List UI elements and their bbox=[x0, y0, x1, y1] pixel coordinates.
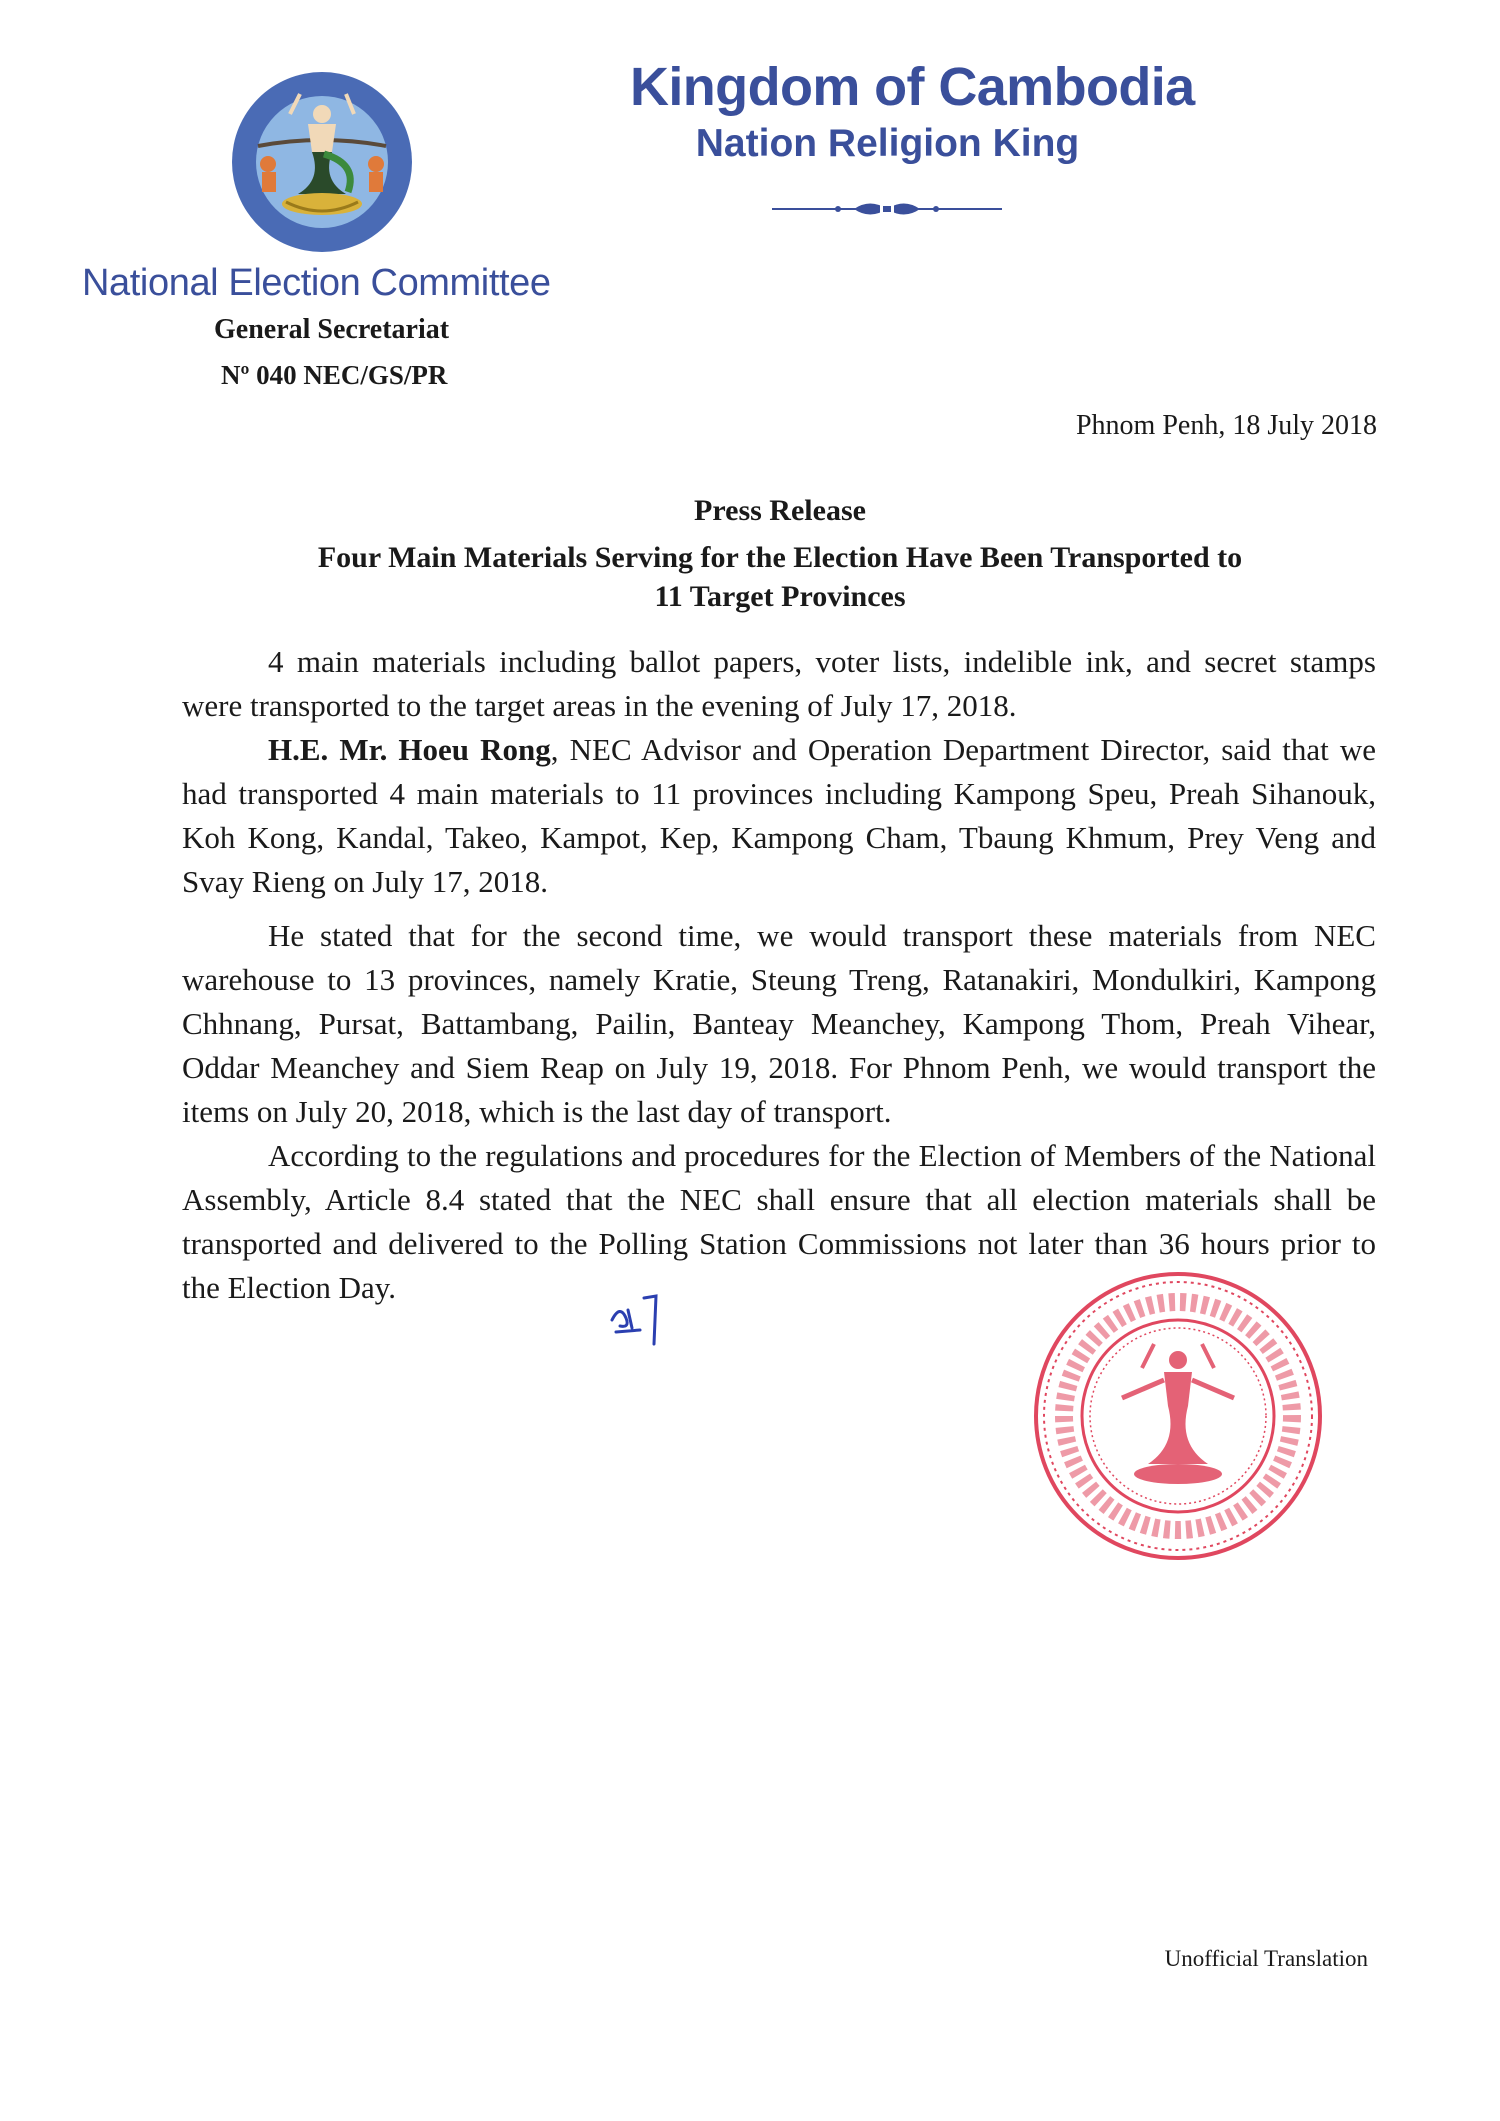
committee-name: National Election Committee bbox=[82, 262, 551, 304]
body-paragraph-1: 4 main materials including ballot papers, voter lists, indelible ink, and secret stamps were transported to the target areas in the evening of July 17, 2018. bbox=[182, 644, 1376, 723]
ornamental-divider-icon bbox=[772, 196, 1002, 222]
press-release-body bbox=[182, 640, 1376, 1310]
reference-number: Nº 040 NEC/GS/PR bbox=[221, 360, 448, 390]
secretariat-label: General Secretariat bbox=[214, 314, 450, 345]
date-line: Phnom Penh, 18 July 2018 bbox=[1075, 410, 1377, 441]
body-paragraph-2-text: , NEC Advisor and Operation Department Director, said that we had transported 4 main materials to 11 provinces including Kampong Speu, Preah Sihanouk, Koh Kong, Kandal, Takeo, Kampot, Kep, Kampong Cham, Tbaung Khmum, Prey Veng and Svay Rieng on July 17, 2018. bbox=[182, 732, 1377, 899]
body-paragraph-3: He stated that for the second time, we would transport these materials from NEC warehouse to 13 provinces, namely Kratie, Steung Treng, Ratanakiri, Mondulkiri, Kampong Chhnang, Pursat, Battambang, Pailin, Banteay Meanchey, Kampong Thom, Preah Vihear, Oddar Meanchey and Siem Reap on July 19, 2018. For Phnom Penh, we would transport the items on July 20, 2018, which is the last day of transport. bbox=[182, 918, 1376, 1129]
unofficial-translation-note: Unofficial Translation bbox=[1164, 1946, 1368, 1971]
headline-line-2: 11 Target Provinces bbox=[654, 580, 906, 613]
official-seal-stamp-icon bbox=[1030, 1268, 1326, 1564]
nec-emblem-icon bbox=[228, 68, 416, 256]
spokesperson-name: H.E. Mr. Hoeu Rong bbox=[268, 732, 551, 767]
press-release-headline bbox=[200, 538, 1360, 616]
press-release-label: Press Release bbox=[694, 494, 866, 527]
handwritten-initials-icon bbox=[606, 1284, 664, 1348]
country-title: Kingdom of Cambodia bbox=[630, 57, 1195, 117]
country-motto: Nation Religion King bbox=[695, 122, 1080, 165]
body-paragraph-4: According to the regulations and procedures for the Election of Members of the National Assembly, Article 8.4 stated that the NEC shall ensure that all election materials shall be transported and delivered to the Polling Station Commissions not later than 36 hours prior to the Election Day. bbox=[182, 1138, 1376, 1305]
body-paragraph-2 bbox=[182, 728, 1376, 904]
headline-line-1: Four Main Materials Serving for the Election Have Been Transported to bbox=[317, 541, 1243, 574]
